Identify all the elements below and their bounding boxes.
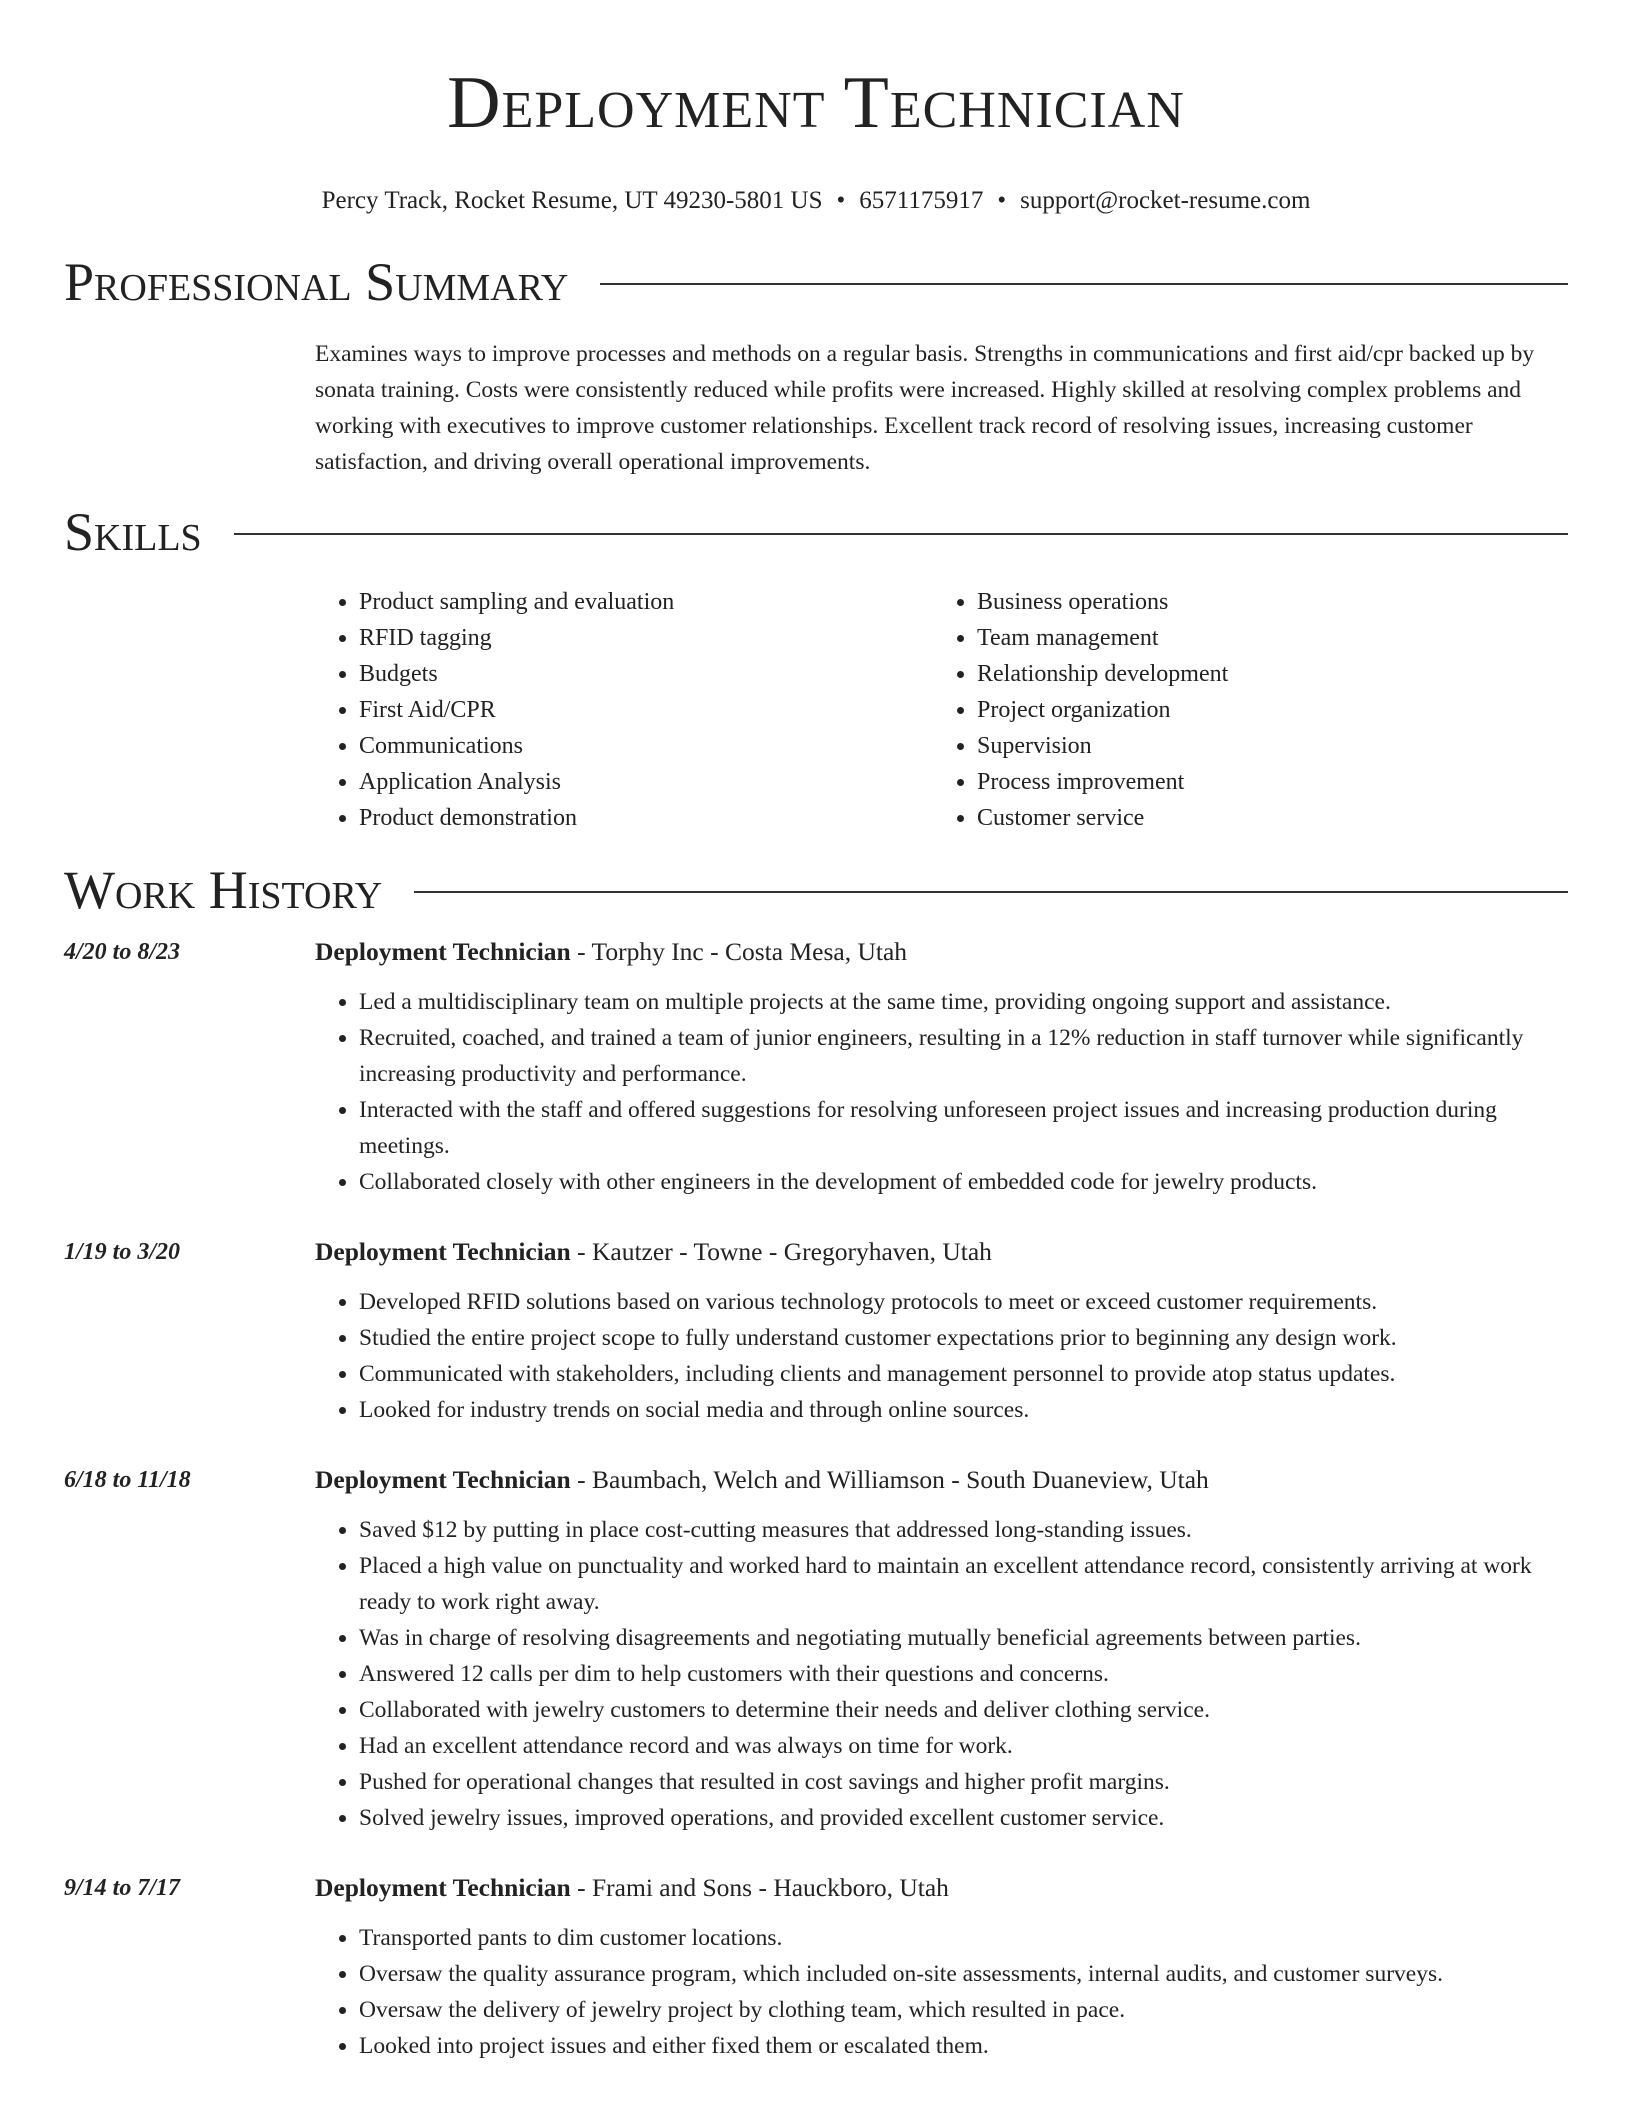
job-company: - Frami and Sons - Hauckboro, Utah bbox=[570, 1873, 949, 1902]
job-details bbox=[315, 1870, 1565, 2064]
job-bullet: • Looked into project issues and either fixed them or escalated them. bbox=[359, 2028, 1565, 2064]
skill-item: • Product sampling and evaluation bbox=[359, 584, 933, 620]
job-role: Deployment Technician bbox=[315, 937, 571, 966]
skill-item: • Communications bbox=[359, 728, 933, 764]
contact-email[interactable]: support@rocket-resume.com bbox=[1020, 187, 1311, 214]
section-divider bbox=[600, 283, 1568, 285]
candidate-name: Deployment Technician bbox=[447, 62, 1185, 144]
job-bullet: • Placed a high value on punctuality and worked hard to maintain an excellent attendance record, consistently arriving at work ready to work right away. bbox=[359, 1548, 1565, 1620]
summary-text: Examines ways to improve processes and methods on a regular basis. Strengths in communications and first aid/cpr backed up by sonata training. Costs were consistently reduced while profits were increased. Highly skilled at resolving complex problems and working with executives to improve customer relationships. Excellent track record of resolving issues, increasing customer satisfaction, and driving overall operational improvements. bbox=[315, 341, 1535, 475]
job-role: Deployment Technician bbox=[315, 1873, 571, 1902]
skill-item: • Project organization bbox=[977, 692, 1551, 728]
job-bullet: • Saved $12 by putting in place cost-cutting measures that addressed long-standing issues. bbox=[359, 1512, 1565, 1548]
skill-item: • Relationship development bbox=[977, 656, 1551, 692]
job-role: Deployment Technician bbox=[315, 1237, 571, 1266]
job-title-line bbox=[315, 934, 1565, 970]
skills-list bbox=[315, 584, 1565, 836]
job-bullet: • Looked for industry trends on social media and through online sources. bbox=[359, 1392, 1565, 1428]
job-bullet: • Studied the entire project scope to fully understand customer expectations prior to beginning any design work. bbox=[359, 1320, 1565, 1356]
job-details bbox=[315, 1462, 1565, 1836]
job-bullet: • Collaborated with jewelry customers to determine their needs and deliver clothing service. bbox=[359, 1692, 1565, 1728]
job-bullet: • Pushed for operational changes that resulted in cost savings and higher profit margins. bbox=[359, 1764, 1565, 1800]
section-divider bbox=[234, 533, 1568, 535]
skill-item: • Application Analysis bbox=[359, 764, 933, 800]
skill-item: • Customer service bbox=[977, 800, 1551, 836]
summary-title: Professional Summary bbox=[64, 252, 569, 312]
contact-separator: • bbox=[836, 187, 846, 214]
skill-item: • Budgets bbox=[359, 656, 933, 692]
job-dates: 4/20 to 8/23 bbox=[64, 939, 181, 965]
work-history-section bbox=[0, 858, 1632, 2064]
job-dates: 9/14 to 7/17 bbox=[64, 1875, 181, 1901]
job-bullet: • Oversaw the quality assurance program, which included on-site assessments, internal audits, and customer surveys. bbox=[359, 1956, 1565, 1992]
job-bullet: • Was in charge of resolving disagreements and negotiating mutually beneficial agreements between parties. bbox=[359, 1620, 1565, 1656]
skill-item: • Supervision bbox=[977, 728, 1551, 764]
job-title-line bbox=[315, 1462, 1565, 1498]
job-entry bbox=[64, 1462, 1568, 1836]
job-bullets bbox=[315, 984, 1565, 1200]
job-bullets bbox=[315, 1920, 1565, 2064]
job-bullet: • Had an excellent attendance record and was always on time for work. bbox=[359, 1728, 1565, 1764]
job-entry bbox=[64, 1870, 1568, 2064]
job-dates: 6/18 to 11/18 bbox=[64, 1467, 191, 1493]
job-title-line bbox=[315, 1870, 1565, 1906]
job-bullet: • Developed RFID solutions based on various technology protocols to meet or exceed customer requirements. bbox=[359, 1284, 1565, 1320]
skills-column-right bbox=[933, 584, 1551, 836]
job-bullet: • Oversaw the delivery of jewelry project by clothing team, which resulted in pace. bbox=[359, 1992, 1565, 2028]
job-bullets bbox=[315, 1512, 1565, 1836]
skill-item: • Process improvement bbox=[977, 764, 1551, 800]
summary-header bbox=[64, 250, 1568, 314]
job-bullet: • Solved jewelry issues, improved operations, and provided excellent customer service. bbox=[359, 1800, 1565, 1836]
skills-column-left bbox=[315, 584, 933, 836]
job-role: Deployment Technician bbox=[315, 1465, 571, 1494]
job-bullet: • Led a multidisciplinary team on multiple projects at the same time, providing ongoing support and assistance. bbox=[359, 984, 1565, 1020]
summary-section bbox=[0, 250, 1632, 480]
skills-title: Skills bbox=[64, 502, 202, 562]
job-company: - Baumbach, Welch and Williamson - South Duaneview, Utah bbox=[570, 1465, 1209, 1494]
job-entry bbox=[64, 1234, 1568, 1428]
contact-separator: • bbox=[997, 187, 1007, 214]
contact-address: Percy Track, Rocket Resume, UT 49230-5801 US bbox=[321, 187, 823, 214]
skills-header bbox=[64, 500, 1568, 564]
job-details bbox=[315, 1234, 1565, 1428]
work-history-header bbox=[64, 858, 1568, 922]
skill-item: • Product demonstration bbox=[359, 800, 933, 836]
job-bullet: • Recruited, coached, and trained a team of junior engineers, resulting in a 12% reduction in staff turnover while significantly increasing productivity and performance. bbox=[359, 1020, 1565, 1092]
job-company: - Kautzer - Towne - Gregoryhaven, Utah bbox=[570, 1237, 992, 1266]
job-dates: 1/19 to 3/20 bbox=[64, 1239, 181, 1265]
job-bullet: • Answered 12 calls per dim to help customers with their questions and concerns. bbox=[359, 1656, 1565, 1692]
skills-section bbox=[0, 500, 1632, 836]
job-bullet: • Transported pants to dim customer locations. bbox=[359, 1920, 1565, 1956]
job-details bbox=[315, 934, 1565, 1200]
job-bullet: • Interacted with the staff and offered suggestions for resolving unforeseen project issues and increasing production during meetings. bbox=[359, 1092, 1565, 1164]
job-entry bbox=[64, 934, 1568, 1200]
job-bullets bbox=[315, 1284, 1565, 1428]
skill-item: • Business operations bbox=[977, 584, 1551, 620]
skill-item: • First Aid/CPR bbox=[359, 692, 933, 728]
skill-item: • RFID tagging bbox=[359, 620, 933, 656]
job-bullet: • Collaborated closely with other engineers in the development of embedded code for jewelry products. bbox=[359, 1164, 1565, 1200]
contact-phone: 6571175917 bbox=[859, 187, 984, 214]
skill-item: • Team management bbox=[977, 620, 1551, 656]
job-title-line bbox=[315, 1234, 1565, 1270]
contact-line bbox=[0, 186, 1632, 216]
job-bullet: • Communicated with stakeholders, including clients and management personnel to provide atop status updates. bbox=[359, 1356, 1565, 1392]
section-divider bbox=[414, 891, 1568, 893]
job-company: - Torphy Inc - Costa Mesa, Utah bbox=[570, 937, 908, 966]
work-history-title: Work History bbox=[64, 860, 383, 920]
